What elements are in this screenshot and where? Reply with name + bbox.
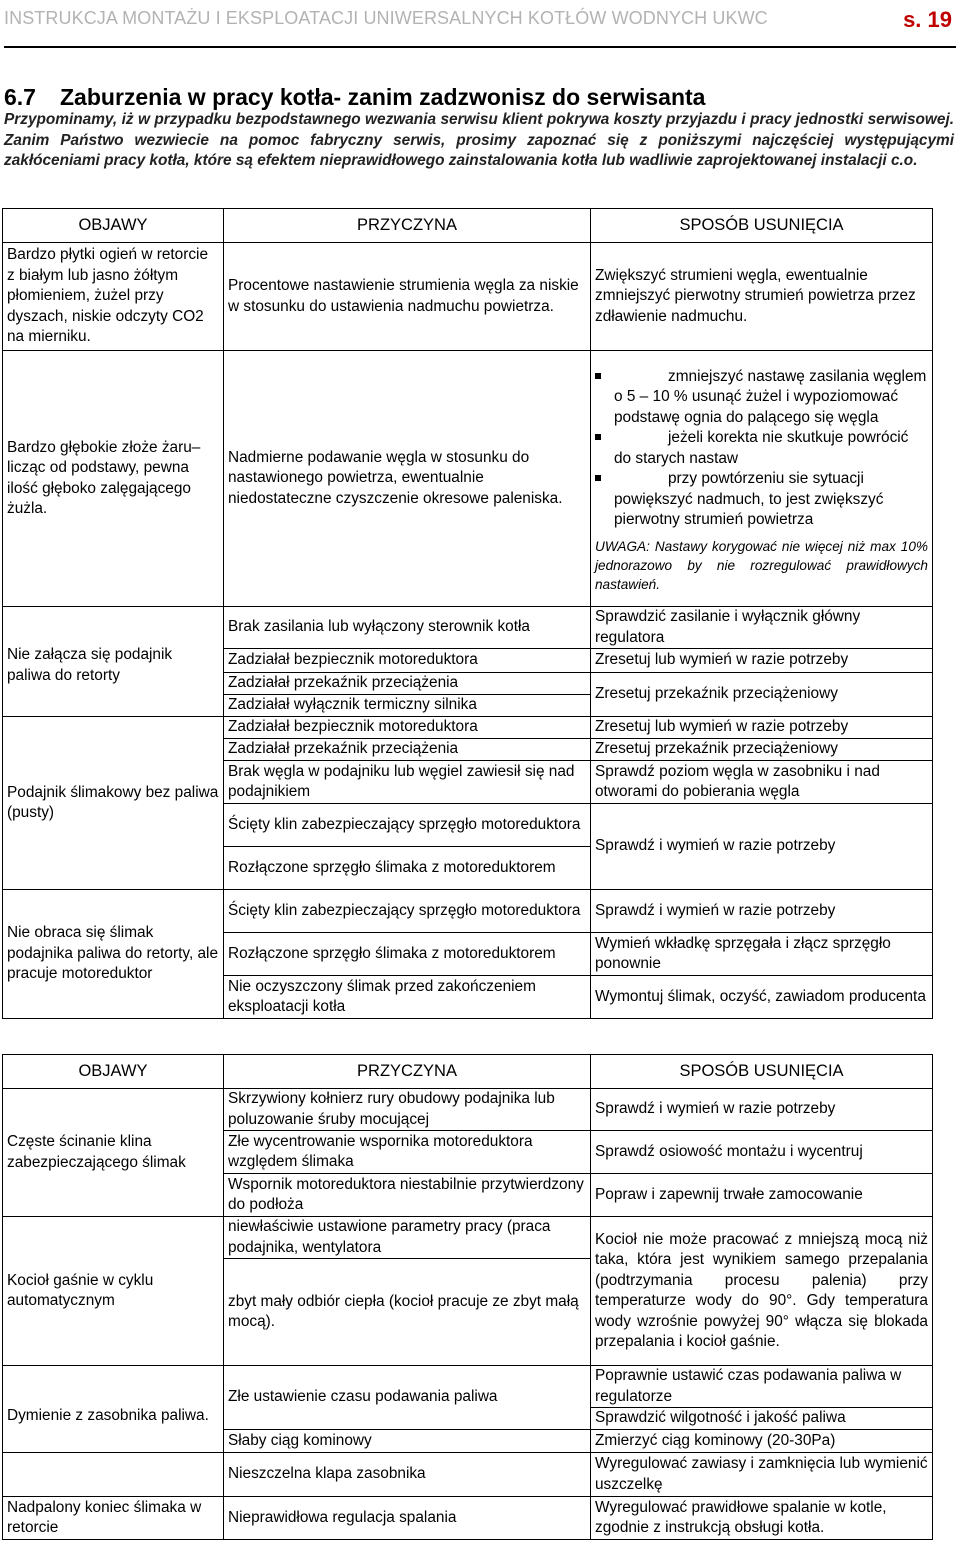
remedy-cell: Popraw i zapewnij trwałe zamocowanie — [591, 1174, 933, 1217]
table-row — [3, 717, 933, 739]
remedy-cell: Sprawdź i wymień w razie potrzeby — [591, 890, 933, 933]
list-item: przy powtórzeniu sie sytuacji powiększyć nadmuch, to jest zwiększyć pierwotny strumień powietrza — [595, 469, 928, 531]
symptom-cell: Nie załącza się podajnik paliwa do retorty — [3, 607, 224, 717]
cause-cell: Wspornik motoreduktora niestabilnie przytwierdzony do podłoża — [224, 1174, 591, 1217]
cause-cell: Nie oczyszczony ślimak przed zakończeniem eksploatacji kotła — [224, 976, 591, 1019]
symptom-cell — [3, 1453, 224, 1497]
column-header-remedy: SPOSÓB USUNIĘCIA — [591, 1055, 933, 1089]
bullet-square-icon — [595, 434, 601, 440]
column-header-symptoms: OBJAWY — [3, 1055, 224, 1089]
symptom-cell: Bardzo głębokie złoże żaru– licząc od podstawy, pewna ilość głęboko zalęgającego żużla. — [3, 351, 224, 607]
list-item: zmniejszyć nastawę zasilania węglem o 5 – 10 % usunąć żużel i wypoziomować podstawę ognia do palącego się węgla — [595, 367, 928, 429]
troubleshooting-table-2 — [2, 1054, 933, 1540]
cause-cell: Zadziałał bezpiecznik motoreduktora — [224, 717, 591, 739]
cause-cell: Zadziałał przekaźnik przeciążenia — [224, 739, 591, 761]
cause-cell: niewłaściwie ustawione parametry pracy (praca podajnika, wentylatora — [224, 1217, 591, 1259]
bullet-square-icon — [595, 373, 601, 379]
column-header-cause: PRZYCZYNA — [224, 209, 591, 243]
remedy-cell: Zresetuj przekaźnik przeciążeniowy — [591, 739, 933, 761]
remedy-cell: Zmierzyć ciąg kominowy (20-30Pa) — [591, 1430, 933, 1453]
table-row — [3, 1453, 933, 1497]
remedy-cell: Sprawdź i wymień w razie potrzeby — [591, 804, 933, 890]
symptom-cell: Podajnik ślimakowy bez paliwa (pusty) — [3, 717, 224, 890]
cause-cell: Brak zasilania lub wyłączony sterownik kotła — [224, 607, 591, 649]
remedy-cell: Sprawdzić wilgotność i jakość paliwa — [591, 1408, 933, 1430]
cause-cell: Zadziałał wyłącznik termiczny silnika — [224, 695, 591, 717]
symptom-cell: Nie obraca się ślimak podajnika paliwa do retorty, ale pracuje motoreduktor — [3, 890, 224, 1019]
table-row — [3, 890, 933, 933]
symptom-cell: Bardzo płytki ogień w retorcie z białym lub jasno żółtym płomieniem, żużel przy dyszach, niskie odczyty CO2 na mierniku. — [3, 243, 224, 351]
cause-cell: Ścięty klin zabezpieczający sprzęgło motoreduktora — [224, 804, 591, 847]
remedy-cell: Zresetuj przekaźnik przeciążeniowy — [591, 673, 933, 717]
document-title: INSTRUKCJA MONTAŻU I EKSPLOATACJI UNIWERSALNYCH KOTŁÓW WODNYCH UKWC — [4, 8, 768, 28]
table-row — [3, 243, 933, 351]
table-row — [3, 1217, 933, 1259]
cause-cell: Nieprawidłowa regulacja spalania — [224, 1497, 591, 1540]
remedy-cell: Sprawdź osiowość montażu i wycentruj — [591, 1131, 933, 1174]
page-number: s. 19 — [903, 7, 952, 32]
troubleshooting-table-1 — [2, 208, 933, 1019]
cause-cell: zbyt mały odbiór ciepła (kocioł pracuje ze zbyt małą mocą). — [224, 1259, 591, 1366]
page-header — [4, 0, 956, 48]
cause-cell: Nadmierne podawanie węgla w stosunku do nastawionego powietrza, ewentualnie niedostateczne czyszczenie okresowe paleniska. — [224, 351, 591, 607]
section-number: 6.7 — [4, 84, 36, 110]
symptom-cell: Nadpalony koniec ślimaka w retorcie — [3, 1497, 224, 1540]
cause-cell: Słaby ciąg kominowy — [224, 1430, 591, 1453]
remedy-cell: Wymień wkładkę sprzęgała i złącz sprzęgło ponownie — [591, 933, 933, 976]
cause-cell: Złe ustawienie czasu podawania paliwa — [224, 1366, 591, 1430]
cause-cell: Zadziałał bezpiecznik motoreduktora — [224, 649, 591, 673]
remedy-cell: Sprawdź poziom węgla w zasobniku i nad otworami do pobierania węgla — [591, 761, 933, 804]
cause-cell: Rozłączone sprzęgło ślimaka z motoreduktorem — [224, 847, 591, 890]
table-row — [3, 607, 933, 649]
remedy-cell: Poprawnie ustawić czas podawania paliwa w regulatorze — [591, 1366, 933, 1408]
remedy-cell: Wyregulować zawiasy i zamknięcia lub wymienić uszczelkę — [591, 1453, 933, 1497]
cause-cell: Nieszczelna klapa zasobnika — [224, 1453, 591, 1497]
remedy-cell — [591, 351, 933, 607]
remedy-cell: Wymontuj ślimak, oczyść, zawiadom producenta — [591, 976, 933, 1019]
symptom-cell: Częste ścinanie klina zabezpieczającego ślimak — [3, 1089, 224, 1217]
warning-note: UWAGA: Nastawy korygować nie więcej niż max 10% jednorazowo by nie rozregulować prawidłowych nastawień. — [595, 538, 928, 592]
bullet-square-icon — [595, 475, 601, 481]
intro-paragraph: Przypominamy, iż w przypadku bezpodstawnego wezwania serwisu klient pokrywa koszty przyjazdu i pracy jednostki serwisowej. Zanim Państwo wezwiecie na pomoc fabryczny serwis, prosimy zapoznać się z poniższymi najczęściej występującymi zakłóceniami pracy kotła, które są efektem nieprawidłowego zainstalowania kotła lub wadliwie zaprojektowanej instalacji c.o. — [4, 111, 954, 169]
table-row — [3, 1089, 933, 1131]
remedy-cell: Zwiększyć strumieni węgla, ewentualnie zmniejszyć pierwotny strumień powietrza przez zdławienie nadmuchu. — [591, 243, 933, 351]
cause-cell: Rozłączone sprzęgło ślimaka z motoreduktorem — [224, 933, 591, 976]
table-row — [3, 351, 933, 607]
remedy-cell: Zresetuj lub wymień w razie potrzeby — [591, 649, 933, 673]
remedy-cell: Kocioł nie może pracować z mniejszą mocą niż taka, która jest wynikiem samego przepalania (podtrzymania procesu palenia) przy temperaturze wody do 90°. Gdy temperatura wody wzrośnie powyżej 90° włącza się blokada przepalania i kocioł gaśnie. — [591, 1217, 933, 1366]
cause-cell: Złe wycentrowanie wspornika motoreduktora względem ślimaka — [224, 1131, 591, 1174]
symptom-cell: Kocioł gaśnie w cyklu automatycznym — [3, 1217, 224, 1366]
column-header-cause: PRZYCZYNA — [224, 1055, 591, 1089]
section-heading — [4, 84, 705, 111]
remedy-cell: Sprawdź i wymień w razie potrzeby — [591, 1089, 933, 1131]
cause-cell: Zadziałał przekaźnik przeciążenia — [224, 673, 591, 695]
remedy-cell: Sprawdzić zasilanie i wyłącznik główny regulatora — [591, 607, 933, 649]
remedy-cell: Wyregulować prawidłowe spalanie w kotle, zgodnie z instrukcją obsługi kotła. — [591, 1497, 933, 1540]
remedy-cell: Zresetuj lub wymień w razie potrzeby — [591, 717, 933, 739]
cause-cell: Skrzywiony kołnierz rury obudowy podajnika lub poluzowanie śruby mocującej — [224, 1089, 591, 1131]
symptom-cell: Dymienie z zasobnika paliwa. — [3, 1366, 224, 1453]
table-row — [3, 1366, 933, 1408]
table-header-row — [3, 1055, 933, 1089]
column-header-symptoms: OBJAWY — [3, 209, 224, 243]
cause-cell: Procentowe nastawienie strumienia węgla za niskie w stosunku do ustawienia nadmuchu powietrza. — [224, 243, 591, 351]
cause-cell: Ścięty klin zabezpieczający sprzęgło motoreduktora — [224, 890, 591, 933]
section-title: Zaburzenia w pracy kotła- zanim zadzwonisz do serwisanta — [60, 84, 706, 110]
remedy-list — [595, 367, 928, 531]
list-item: jeżeli korekta nie skutkuje powrócić do starych nastaw — [595, 428, 928, 469]
table-row — [3, 1497, 933, 1540]
column-header-remedy: SPOSÓB USUNIĘCIA — [591, 209, 933, 243]
cause-cell: Brak węgla w podajniku lub węgiel zawiesił się nad podajnikiem — [224, 761, 591, 804]
table-header-row — [3, 209, 933, 243]
